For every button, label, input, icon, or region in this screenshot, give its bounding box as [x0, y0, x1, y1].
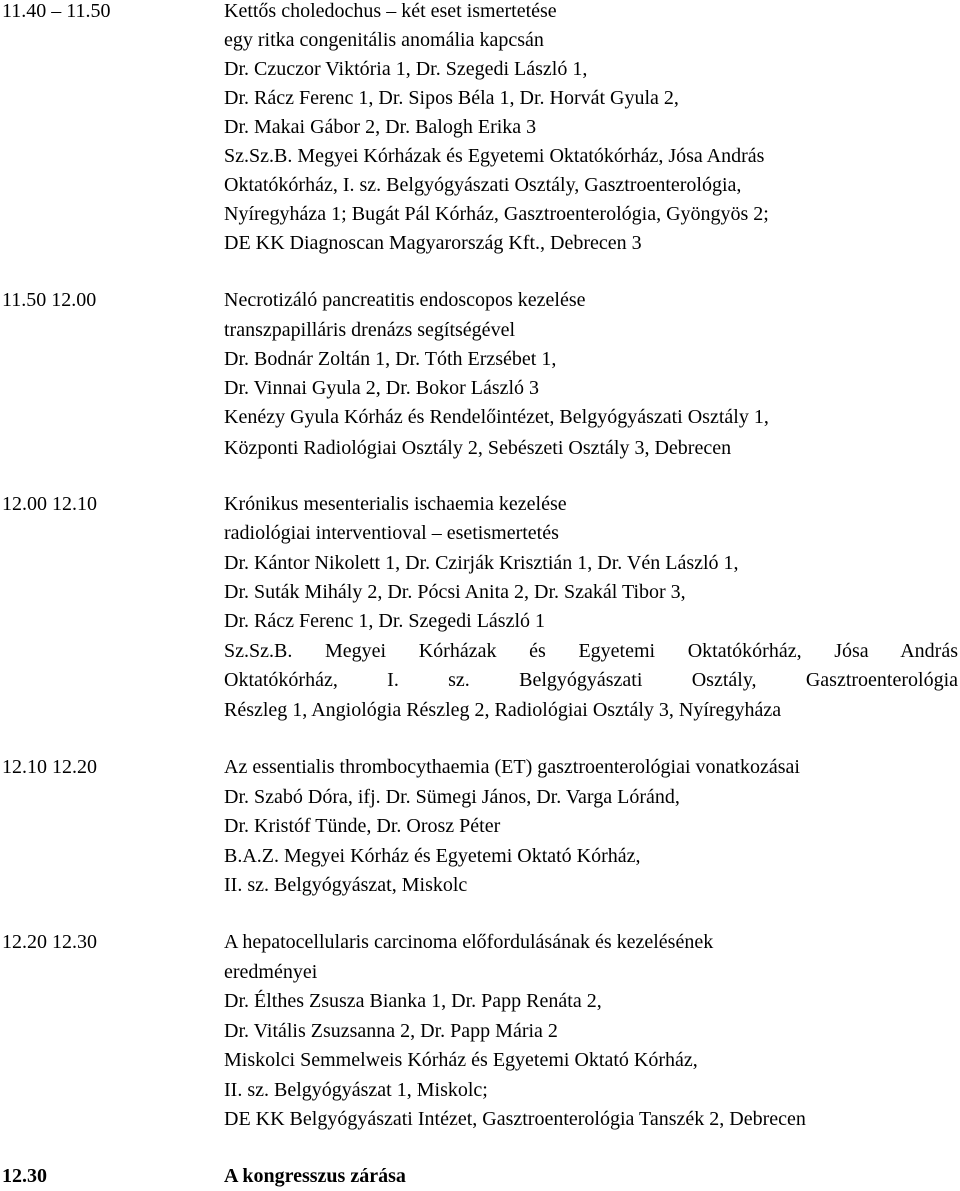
- session-3-time: 12.00 12.10: [2, 493, 97, 515]
- session-5-affiliation-line-1: Miskolci Semmelweis Kórház és Egyetemi Oktató Kórház,: [224, 1049, 698, 1071]
- session-5-time: 12.20 12.30: [2, 931, 97, 953]
- session-4-time: 12.10 12.20: [2, 756, 97, 778]
- session-1-time: 11.40 – 11.50: [2, 0, 111, 22]
- session-5-affiliation-line-2: II. sz. Belgyógyászat 1, Miskolc;: [224, 1079, 488, 1101]
- session-1-authors-line-3: Dr. Makai Gábor 2, Dr. Balogh Erika 3: [224, 116, 537, 138]
- session-1-affiliation-line-1: Sz.Sz.B. Megyei Kórházak és Egyetemi Oktatókórház, Jósa András: [224, 145, 765, 167]
- session-6-time: 12.30: [2, 1165, 47, 1187]
- session-1-authors-line-2: Dr. Rácz Ferenc 1, Dr. Sipos Béla 1, Dr. Horvát Gyula 2,: [224, 87, 679, 109]
- session-1-title-line-2: egy ritka congenitális anomália kapcsán: [224, 29, 544, 51]
- session-1-affiliation-line-4: DE KK Diagnoscan Magyarország Kft., Debrecen 3: [224, 232, 642, 254]
- session-3-authors-line-3: Dr. Rácz Ferenc 1, Dr. Szegedi László 1: [224, 610, 546, 632]
- session-2-title-line-1: Necrotizáló pancreatitis endoscopos kezelése: [224, 289, 586, 311]
- session-2-affiliation-line-1: Kenézy Gyula Kórház és Rendelőintézet, Belgyógyászati Osztály 1,: [224, 406, 769, 428]
- session-4-affiliation-line-2: II. sz. Belgyógyászat, Miskolc: [224, 874, 468, 896]
- session-2-authors-line-2: Dr. Vinnai Gyula 2, Dr. Bokor László 3: [224, 377, 540, 399]
- session-5-title-line-1: A hepatocellularis carcinoma előfordulásának és kezelésének: [224, 931, 714, 953]
- session-5-authors-line-1: Dr. Élthes Zsusza Bianka 1, Dr. Papp Renáta 2,: [224, 990, 602, 1012]
- session-5-affiliation-line-3: DE KK Belgyógyászati Intézet, Gasztroenterológia Tanszék 2, Debrecen: [224, 1108, 806, 1130]
- session-5-title-line-2: eredményei: [224, 961, 318, 983]
- session-4-authors-line-1: Dr. Szabó Dóra, ifj. Dr. Sümegi János, Dr. Varga Lóránd,: [224, 786, 680, 808]
- session-1-title-line-1: Kettős choledochus – két eset ismertetése: [224, 0, 557, 22]
- session-6-title: A kongresszus zárása: [224, 1165, 406, 1187]
- session-3-title-line-1: Krónikus mesenterialis ischaemia kezelése: [224, 493, 567, 515]
- session-2-time: 11.50 12.00: [2, 289, 97, 311]
- session-3-authors-line-2: Dr. Suták Mihály 2, Dr. Pócsi Anita 2, Dr. Szakál Tibor 3,: [224, 581, 686, 603]
- session-3-affiliation-line-1: Sz.Sz.B. Megyei Kórházak és Egyetemi Oktatókórház, Jósa András: [224, 640, 958, 662]
- session-3-title-line-2: radiológiai interventioval – esetismertetés: [224, 522, 559, 544]
- session-4-affiliation-line-1: B.A.Z. Megyei Kórház és Egyetemi Oktató Kórház,: [224, 845, 641, 867]
- session-3-affiliation-line-2: Oktatókórház, I. sz. Belgyógyászati Osztály, Gasztroenterológia: [224, 669, 958, 691]
- session-2-title-line-2: transzpapilláris drenázs segítségével: [224, 319, 515, 341]
- session-5-authors-line-2: Dr. Vitális Zsuzsanna 2, Dr. Papp Mária 2: [224, 1020, 558, 1042]
- session-1-affiliation-line-2: Oktatókórház, I. sz. Belgyógyászati Osztály, Gasztroenterológia,: [224, 174, 742, 196]
- session-2-affiliation-line-2: Központi Radiológiai Osztály 2, Sebészeti Osztály 3, Debrecen: [224, 437, 732, 459]
- session-1-authors-line-1: Dr. Czuczor Viktória 1, Dr. Szegedi László 1,: [224, 58, 588, 80]
- session-4-authors-line-2: Dr. Kristóf Tünde, Dr. Orosz Péter: [224, 815, 501, 837]
- session-4-title-line-1: Az essentialis thrombocythaemia (ET) gasztroenterológiai vonatkozásai: [224, 756, 800, 778]
- session-3-authors-line-1: Dr. Kántor Nikolett 1, Dr. Czirják Krisztián 1, Dr. Vén László 1,: [224, 552, 739, 574]
- session-2-authors-line-1: Dr. Bodnár Zoltán 1, Dr. Tóth Erzsébet 1,: [224, 348, 557, 370]
- session-3-affiliation-line-3: Részleg 1, Angiológia Részleg 2, Radiológiai Osztály 3, Nyíregyháza: [224, 699, 782, 721]
- session-1-affiliation-line-3: Nyíregyháza 1; Bugát Pál Kórház, Gasztroenterológia, Gyöngyös 2;: [224, 203, 769, 225]
